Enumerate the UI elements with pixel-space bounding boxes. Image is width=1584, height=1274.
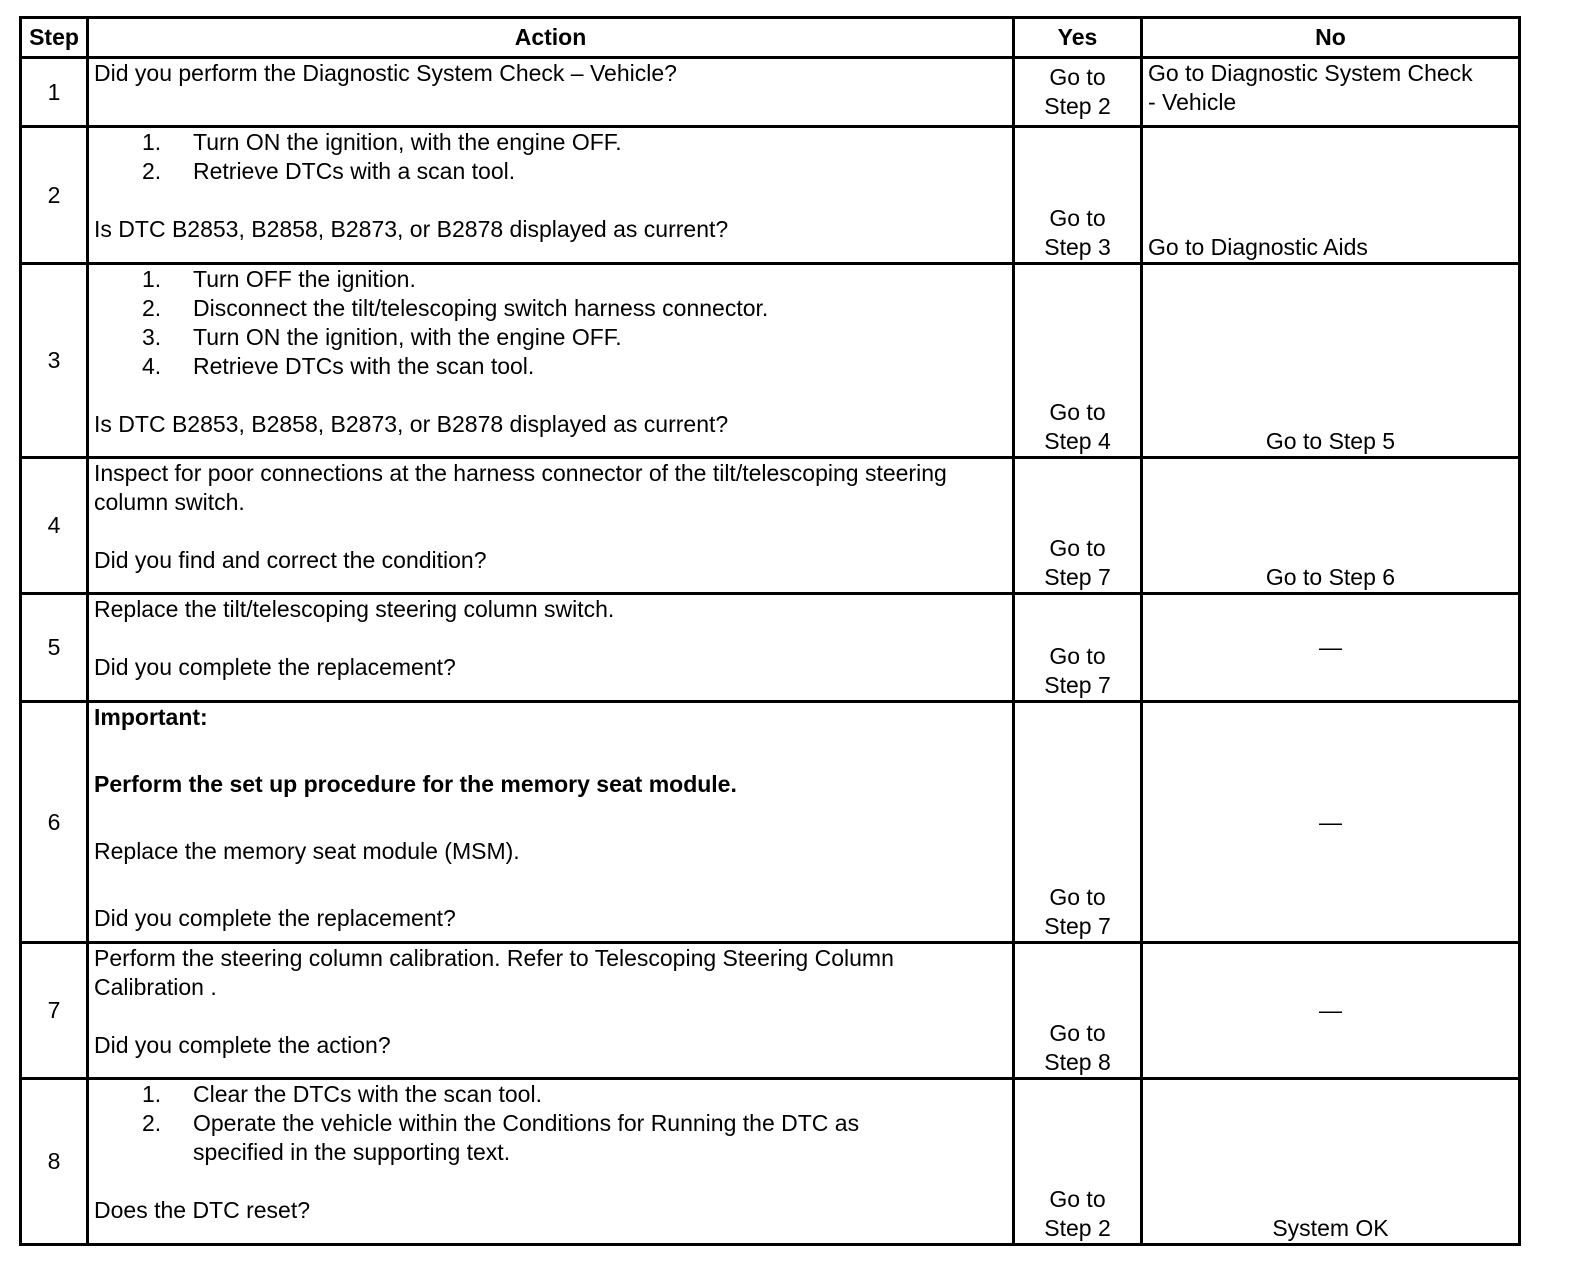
action-cell <box>88 458 1014 594</box>
no-cell <box>1142 458 1520 594</box>
yes-cell <box>1014 594 1142 702</box>
substep-number: 2. <box>142 158 162 184</box>
substep-number: 4. <box>142 353 162 379</box>
table-row-step-4 <box>21 458 1520 594</box>
no-cell <box>1142 58 1520 127</box>
yes-line-2: Step 2 <box>1044 93 1111 119</box>
header-step: Step <box>21 18 88 58</box>
yes-line-2: Step 4 <box>1044 428 1111 454</box>
substep-text: Turn ON the ignition, with the engine OFF. <box>193 129 622 155</box>
header-action: Action <box>88 18 1014 58</box>
substep-number: 1. <box>142 1081 162 1107</box>
step-number: 5 <box>21 594 88 702</box>
substep-item <box>94 128 1007 157</box>
table-row-step-5 <box>21 594 1520 702</box>
action-question: Did you complete the action? <box>94 1032 391 1058</box>
table-row-step-7 <box>21 943 1520 1079</box>
substep-number: 2. <box>142 295 162 321</box>
no-text: — <box>1319 997 1342 1023</box>
substep-number: 1. <box>142 266 162 292</box>
yes-cell <box>1014 1079 1142 1245</box>
yes-cell <box>1014 264 1142 458</box>
action-cell <box>88 943 1014 1079</box>
yes-cell <box>1014 58 1142 127</box>
action-question: Did you complete the replacement? <box>94 654 456 680</box>
no-line-1: Go to Diagnostic System Check <box>1148 60 1473 86</box>
action-text: Did you perform the Diagnostic System Check – Vehicle? <box>94 60 677 86</box>
substep-list <box>94 128 1007 186</box>
yes-cell <box>1014 127 1142 264</box>
yes-cell <box>1014 702 1142 943</box>
table-row-step-6 <box>21 702 1520 943</box>
substep-number: 1. <box>142 129 162 155</box>
table-row-step-1 <box>21 58 1520 127</box>
action-cell <box>88 702 1014 943</box>
step-number: 6 <box>21 702 88 943</box>
substep-text: Operate the vehicle within the Conditions for Running the DTC as specified in the supporting text. <box>193 1110 860 1165</box>
table-row-step-2 <box>21 127 1520 264</box>
important-note: Perform the set up procedure for the memory seat module. <box>94 771 737 797</box>
substep-text: Retrieve DTCs with the scan tool. <box>193 353 535 379</box>
substep-item <box>94 265 1007 294</box>
action-cell <box>88 1079 1014 1245</box>
substep-list <box>94 265 1007 381</box>
substep-text: Turn ON the ignition, with the engine OFF. <box>193 324 622 350</box>
no-cell <box>1142 594 1520 702</box>
yes-cell <box>1014 943 1142 1079</box>
action-text: Perform the steering column calibration. Refer to Telescoping Steering Column Calibration . <box>94 945 894 1000</box>
action-question: Does the DTC reset? <box>94 1197 311 1223</box>
action-question: Is DTC B2853, B2858, B2873, or B2878 displayed as current? <box>94 411 729 437</box>
header-yes: Yes <box>1014 18 1142 58</box>
table-row-step-3 <box>21 264 1520 458</box>
no-text: — <box>1319 634 1342 660</box>
yes-line-2: Step 7 <box>1044 564 1111 590</box>
step-number: 7 <box>21 943 88 1079</box>
substep-item <box>94 294 1007 323</box>
substep-item <box>94 323 1007 352</box>
yes-line-1: Go to <box>1049 535 1106 561</box>
no-cell <box>1142 943 1520 1079</box>
yes-line-2: Step 3 <box>1044 234 1111 260</box>
yes-line-2: Step 2 <box>1044 1215 1111 1241</box>
step-number: 4 <box>21 458 88 594</box>
substep-text: Turn OFF the ignition. <box>193 266 416 292</box>
no-text: Go to Step 6 <box>1265 564 1396 590</box>
substep-item <box>94 1080 1007 1109</box>
header-row <box>21 18 1520 58</box>
action-text: Replace the memory seat module (MSM). <box>94 838 520 864</box>
substep-text: Disconnect the tilt/telescoping switch harness connector. <box>193 295 769 321</box>
yes-line-2: Step 8 <box>1044 1049 1111 1075</box>
substep-item <box>94 157 1007 186</box>
substep-number: 3. <box>142 324 162 350</box>
important-label: Important: <box>94 704 208 730</box>
no-cell <box>1142 127 1520 264</box>
action-question: Did you find and correct the condition? <box>94 547 487 573</box>
substep-text: Clear the DTCs with the scan tool. <box>193 1081 542 1107</box>
substep-number: 2. <box>142 1110 162 1136</box>
header-no: No <box>1142 18 1520 58</box>
action-question: Is DTC B2853, B2858, B2873, or B2878 displayed as current? <box>94 216 729 242</box>
action-cell <box>88 264 1014 458</box>
yes-line-2: Step 7 <box>1044 913 1111 939</box>
step-number: 8 <box>21 1079 88 1245</box>
step-number: 1 <box>21 58 88 127</box>
no-text: Go to Diagnostic Aids <box>1148 234 1368 260</box>
diagnostic-table <box>19 16 1521 1246</box>
no-text: — <box>1319 808 1342 835</box>
no-text: System OK <box>1272 1215 1389 1241</box>
action-text: Inspect for poor connections at the harness connector of the tilt/telescoping steering column switch. <box>94 460 947 515</box>
yes-line-1: Go to <box>1049 399 1106 425</box>
action-cell <box>88 127 1014 264</box>
substep-item <box>94 1109 1007 1167</box>
substep-list <box>94 1080 1007 1167</box>
no-cell <box>1142 1079 1520 1245</box>
yes-line-1: Go to <box>1049 884 1106 910</box>
action-cell <box>88 58 1014 127</box>
no-cell <box>1142 264 1520 458</box>
substep-text: Retrieve DTCs with a scan tool. <box>193 158 516 184</box>
no-line-2: - Vehicle <box>1148 89 1237 115</box>
step-number: 3 <box>21 264 88 458</box>
action-text: Replace the tilt/telescoping steering column switch. <box>94 596 615 622</box>
yes-line-2: Step 7 <box>1044 672 1111 698</box>
yes-line-1: Go to <box>1049 1020 1106 1046</box>
action-cell <box>88 594 1014 702</box>
yes-line-1: Go to <box>1049 1186 1106 1212</box>
no-cell <box>1142 702 1520 943</box>
yes-line-1: Go to <box>1049 205 1106 231</box>
yes-cell <box>1014 458 1142 594</box>
yes-line-1: Go to <box>1049 64 1106 90</box>
yes-line-1: Go to <box>1049 643 1106 669</box>
no-text: Go to Step 5 <box>1265 428 1396 454</box>
substep-item <box>94 352 1007 381</box>
table-row-step-8 <box>21 1079 1520 1245</box>
action-question: Did you complete the replacement? <box>94 905 456 931</box>
step-number: 2 <box>21 127 88 264</box>
